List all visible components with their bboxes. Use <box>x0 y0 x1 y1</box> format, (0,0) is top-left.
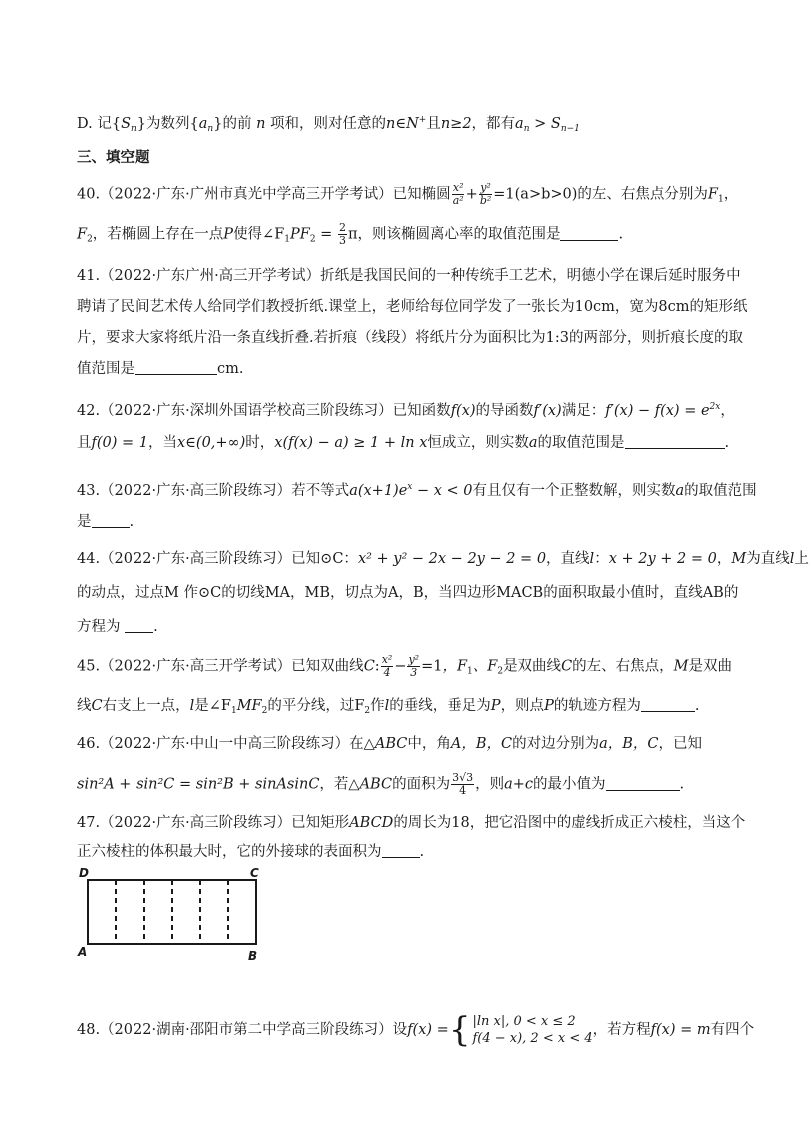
figure-label-d: D <box>79 866 89 880</box>
q40-line1: 40.（2022·广东·广州市真光中学高三开学考试）已知椭圆 $\frac{\text{x²}}{\text{a²}}$ + $\frac{\text{y²}}{\text{b²}}$ =1(a>b>0)的左、右焦点分别为$F_1$， <box>77 181 739 207</box>
section-title: 三、填空题 <box>77 150 150 166</box>
q41-line1: 41.（2022·广东广州·高三开学考试）折纸是我国民间的一种传统手工艺术，明德小学在课后延时服务中 <box>77 268 741 284</box>
figure-rectangle <box>88 880 256 944</box>
q43-answer-blank[interactable] <box>92 513 130 528</box>
q40-line2: $F_2$，若椭圆上存在一点P使得$\angle F_1PF_2$ = $\frac{2}{3}$ π，则该椭圆离心率的取值范围是 . <box>77 221 624 247</box>
q45-answer-blank[interactable] <box>641 697 695 712</box>
q44-line2: 的动点，过点M 作⊙C的切线MA，MB，切点为A，B，当四边形MACB的面积取最小值时，直线AB的 <box>77 585 739 601</box>
figure-label-b: B <box>248 949 258 963</box>
q41-line2: 聘请了民间艺术传人给同学们教授折纸.课堂上，老师给每位同学发了一张长为10cm，宽为8cm的矩形纸 <box>77 299 748 315</box>
q42-line2: 且f(0) = 1，当x∈(0,+∞)时，x(f(x) − a) ≥ 1 + ln x恒成立，则实数a的取值范围是 . <box>77 435 730 451</box>
q46-answer-blank[interactable] <box>606 776 680 791</box>
q45-line2: 线C右支上一点，l是$\angle F_1MF_2$的平分线，过$F_2$作l的垂线，垂足为P，则点P的轨迹方程为 . <box>77 698 700 716</box>
q42-line1: 42.（2022·广东·深圳外国语学校高三阶段练习）已知函数f(x)的导函数f′(x)满足：$f'(x) - f(x) = e^{2x}$， <box>77 402 735 419</box>
q47-line2: 正六棱柱的体积最大时，它的外接球的表面积为 . <box>77 844 425 860</box>
q43-line2: 是 . <box>77 514 135 530</box>
q46-line2: sin²A + sin²C = sin²B + sinAsinC，若△ABC的面积为 $\frac{3√3}{4}$ ，则a+c的最小值为 . <box>77 771 685 797</box>
q47-line1: 47.（2022·广东·高三阶段练习）已知矩形ABCD的周长为18，把它沿图中的虚线折成正六棱柱，当这个 <box>77 815 746 831</box>
q42-answer-blank[interactable] <box>625 434 725 449</box>
q46-line1: 46.（2022·广东·中山一中高三阶段练习）在△ABC中，角A，B，C的对边分别为a，B，C，已知 <box>77 736 702 752</box>
q44-line3: 方程为 . <box>77 619 158 635</box>
q43-line1: 43.（2022·广东·高三阶段练习）若不等式$a(x+1)e^x - x < 0$有且仅有一个正整数解，则实数a的取值范围 <box>77 482 757 499</box>
q44-answer-blank[interactable] <box>125 618 153 633</box>
q48-line1: 48.（2022·湖南·邵阳市第二中学高三阶段练习）设f(x) = { |ln x|, 0 < x ≤ 2 f(4 − x), 2 < x < 4 ，若方程f(x) = m有四个 <box>77 1010 755 1050</box>
q41-line3: 片，要求大家将纸片沿一条直线折叠.若折痕（线段）将纸片分为面积比为1:3的两部分，则折痕长度的取 <box>77 330 743 346</box>
q47-answer-blank[interactable] <box>382 843 420 858</box>
q41-answer-blank[interactable] <box>135 360 217 375</box>
figure-label-a: A <box>78 945 88 959</box>
figure-label-c: C <box>250 866 259 880</box>
q40-answer-blank[interactable] <box>560 226 618 241</box>
q41-line4: 值范围是 cm. <box>77 361 244 377</box>
q45-line1: 45.（2022·广东·高三开学考试）已知双曲线C: $\frac{\text{x²}}{4}$ − $\frac{\text{y²}}{3}$ =1，$F_1$、$F_2$是双曲线C的左、右焦点，M是双曲 <box>77 653 733 679</box>
q44-line1: 44.（2022·广东·高三阶段练习）已知⊙C：x² + y² − 2x − 2y − 2 = 0，直线l：x + 2y + 2 = 0，M为直线l上 <box>77 551 809 567</box>
option-d: D. 记$\{S_n\}$为数列$\{a_n\}$的前 n 项和，则对任意的n∈N+且n≥2，都有$a_n > S_{n-1}$ <box>77 115 580 134</box>
